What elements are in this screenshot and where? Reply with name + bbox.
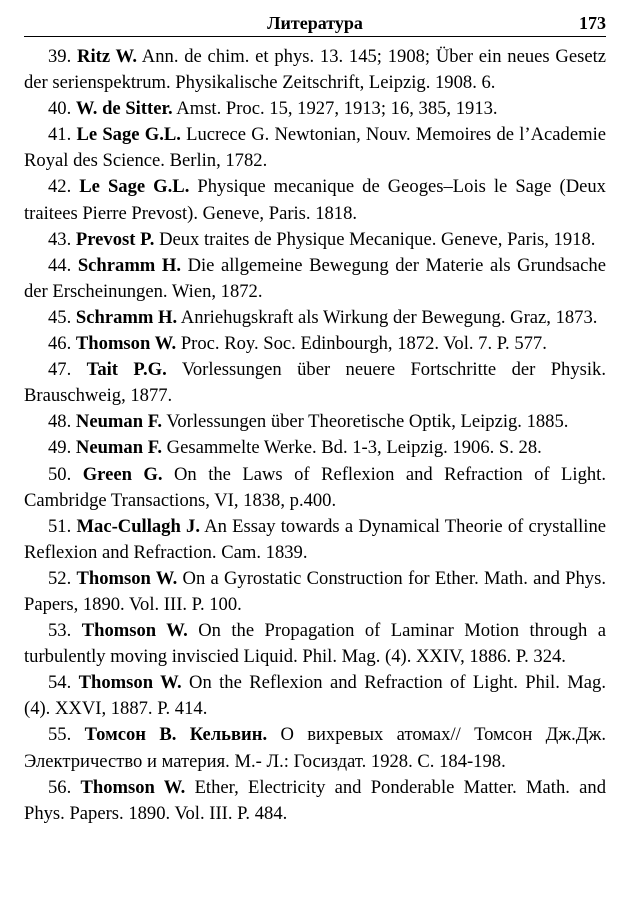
reference-author: Le Sage G.L.	[76, 124, 181, 146]
reference-text: On the Propagation of Laminar Motion through a turbulently moving inviscied Liquid. Phil. Mag. (4). XXIV, 1886. P. 324.	[24, 620, 606, 668]
reference-number: 40.	[48, 98, 72, 120]
reference-text: Proc. Roy. Soc. Edinbourgh, 1872. Vol. 7. P. 577.	[180, 333, 547, 355]
reference-entry	[24, 305, 606, 331]
reference-author: Thomson W.	[76, 567, 178, 589]
reference-entry	[24, 670, 606, 722]
reference-author: Thomson W.	[80, 776, 186, 798]
reference-number: 48.	[48, 411, 72, 433]
reference-author: Le Sage G.L.	[79, 176, 190, 198]
reference-entry	[24, 357, 606, 409]
reference-author: Prevost P.	[75, 228, 155, 250]
reference-author: Mac-Cullagh J.	[76, 515, 200, 537]
reference-text: On the Reflexion and Refraction of Light. Phil. Mag. (4). XXVI, 1887. P. 414.	[24, 672, 606, 720]
reference-entry	[24, 566, 606, 618]
reference-text: Amst. Proc. 15, 1927, 1913; 16, 385, 1913.	[176, 98, 498, 120]
reference-entry	[24, 435, 606, 461]
reference-text: Vorlessungen über Theoretische Optik, Leipzig. 1885.	[166, 411, 569, 433]
reference-entry	[24, 618, 606, 670]
reference-number: 54.	[48, 672, 72, 694]
reference-number: 49.	[48, 437, 72, 459]
reference-text: An Essay towards a Dynamical Theorie of crystalline Reflexion and Refraction. Cam. 1839.	[24, 515, 606, 563]
reference-list	[24, 44, 606, 827]
reference-text: О вихревых атомах// Томсон Дж.Дж. Электричество и материя. М.- Л.: Госиздат. 1928. С. 184-198.	[24, 724, 606, 772]
reference-number: 47.	[48, 359, 72, 381]
reference-author: Schramm H.	[77, 254, 181, 276]
reference-number: 39.	[48, 46, 72, 67]
reference-entry	[24, 409, 606, 435]
reference-entry	[24, 253, 606, 305]
reference-author: Schramm H.	[75, 306, 178, 328]
reference-number: 53.	[48, 620, 72, 642]
reference-entry	[24, 227, 606, 253]
reference-number: 50.	[48, 463, 72, 485]
reference-entry	[24, 96, 606, 122]
reference-author: Thomson W.	[75, 333, 177, 355]
reference-text: On the Laws of Reflexion and Refraction of Light. Cambridge Transactions, VI, 1838, p.400.	[24, 463, 606, 511]
reference-author: Томсон В. Кельвин.	[84, 724, 268, 746]
reference-number: 45.	[48, 306, 72, 328]
reference-entry	[24, 722, 606, 774]
reference-number: 46.	[48, 333, 72, 355]
reference-number: 52.	[48, 567, 72, 589]
reference-number: 51.	[48, 515, 72, 537]
reference-entry	[24, 122, 606, 174]
reference-text: Anriehugskraft als Wirkung der Bewegung. Graz, 1873.	[180, 306, 598, 328]
reference-author: Green G.	[82, 463, 163, 485]
page-number: 173	[579, 13, 606, 33]
reference-text: On a Gyrostatic Construction for Ether. Math. and Phys. Papers, 1890. Vol. III. P. 100.	[24, 567, 606, 615]
reference-author: Thomson W.	[78, 672, 182, 694]
reference-entry	[24, 44, 606, 96]
reference-author: Ritz W.	[77, 46, 138, 67]
reference-number: 55.	[48, 724, 72, 746]
section-title: Литература	[267, 13, 363, 33]
reference-author: Tait P.G.	[86, 359, 167, 381]
reference-number: 43.	[48, 228, 72, 250]
reference-entry	[24, 775, 606, 827]
reference-text: Vorlessungen über neuere Fortschritte der Physik. Brauschweig, 1877.	[24, 359, 606, 407]
reference-text: Deux traites de Physique Mecanique. Geneve, Paris, 1918.	[159, 228, 596, 250]
reference-number: 44.	[48, 254, 72, 276]
reference-number: 41.	[48, 124, 72, 146]
reference-number: 56.	[48, 776, 72, 798]
reference-text: Ann. de chim. et phys. 13. 145; 1908; Über ein neues Gesetz der serienspektrum. Physikalische Zeitschrift, Leipzig. 1908. 6.	[24, 46, 606, 94]
reference-author: Thomson W.	[81, 620, 188, 642]
running-header	[24, 10, 606, 37]
reference-text: Ether, Electricity and Ponderable Matter. Math. and Phys. Papers. 1890. Vol. III. P. 484.	[24, 776, 606, 824]
reference-text: Lucrece G. Newtonian, Nouv. Memoires de l’Academie Royal des Science. Berlin, 1782.	[24, 124, 606, 172]
reference-text: Physique mecanique de Geoges–Lois le Sage (Deux traitees Pierre Prevost). Geneve, Paris. 1818.	[24, 176, 606, 224]
reference-author: W. de Sitter.	[75, 98, 173, 120]
reference-text: Die allgemeine Bewegung der Materie als Grundsache der Erscheinungen. Wien, 1872.	[24, 254, 606, 302]
reference-author: Neuman F.	[75, 437, 163, 459]
reference-entry	[24, 462, 606, 514]
reference-number: 42.	[48, 176, 72, 198]
reference-entry	[24, 331, 606, 357]
reference-text: Gesammelte Werke. Bd. 1-3, Leipzig. 1906. S. 28.	[166, 437, 542, 459]
reference-entry	[24, 174, 606, 226]
reference-entry	[24, 514, 606, 566]
reference-author: Neuman F.	[75, 411, 163, 433]
